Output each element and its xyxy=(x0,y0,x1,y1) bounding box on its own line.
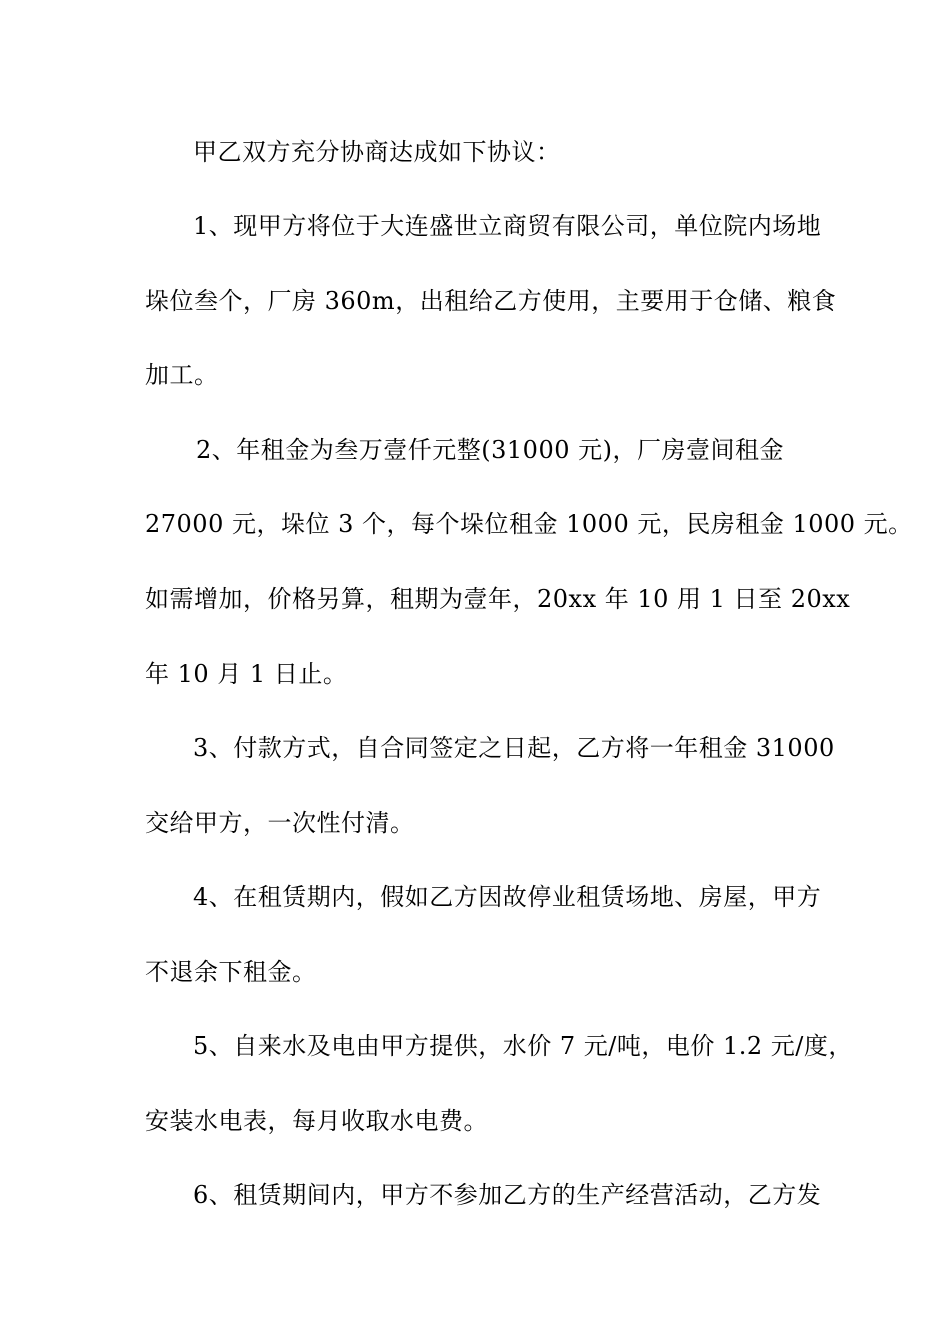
clause-4-line-1: 4、在租赁期内，假如乙方因故停业租赁场地、房屋，甲方 xyxy=(193,883,822,911)
clause-1-line-1: 1、现甲方将位于大连盛世立商贸有限公司，单位院内场地 xyxy=(193,212,822,240)
clause-1-line-2: 垛位叁个，厂房 360m，出租给乙方使用，主要用于仓储、粮食 xyxy=(145,287,837,315)
clause-2-line-3: 如需增加，价格另算，租期为壹年，20xx 年 10 用 1 日至 20xx xyxy=(145,585,851,613)
clause-3-line-1: 3、付款方式，自合同签定之日起，乙方将一年租金 31000 xyxy=(193,734,835,762)
clause-3-line-2: 交给甲方，一次性付清。 xyxy=(145,809,415,837)
clause-4-line-2: 不退余下租金。 xyxy=(145,958,317,986)
clause-1-line-3: 加工。 xyxy=(145,361,219,389)
clause-2-line-1: 2、年租金为叁万壹仟元整(31000 元)，厂房壹间租金 xyxy=(196,436,784,464)
intro-line: 甲乙双方充分协商达成如下协议： xyxy=(193,138,561,166)
clause-2-line-2: 27000 元，垛位 3 个，每个垛位租金 1000 元，民房租金 1000 元。 xyxy=(145,510,913,538)
clause-6-line-1: 6、租赁期间内，甲方不参加乙方的生产经营活动，乙方发 xyxy=(193,1181,822,1209)
clause-5-line-2: 安装水电表，每月收取水电费。 xyxy=(145,1107,488,1135)
clause-5-line-1: 5、自来水及电由甲方提供，水价 7 元/吨，电价 1.2 元/度， xyxy=(193,1032,853,1060)
clause-2-line-4: 年 10 月 1 日止。 xyxy=(145,660,348,688)
